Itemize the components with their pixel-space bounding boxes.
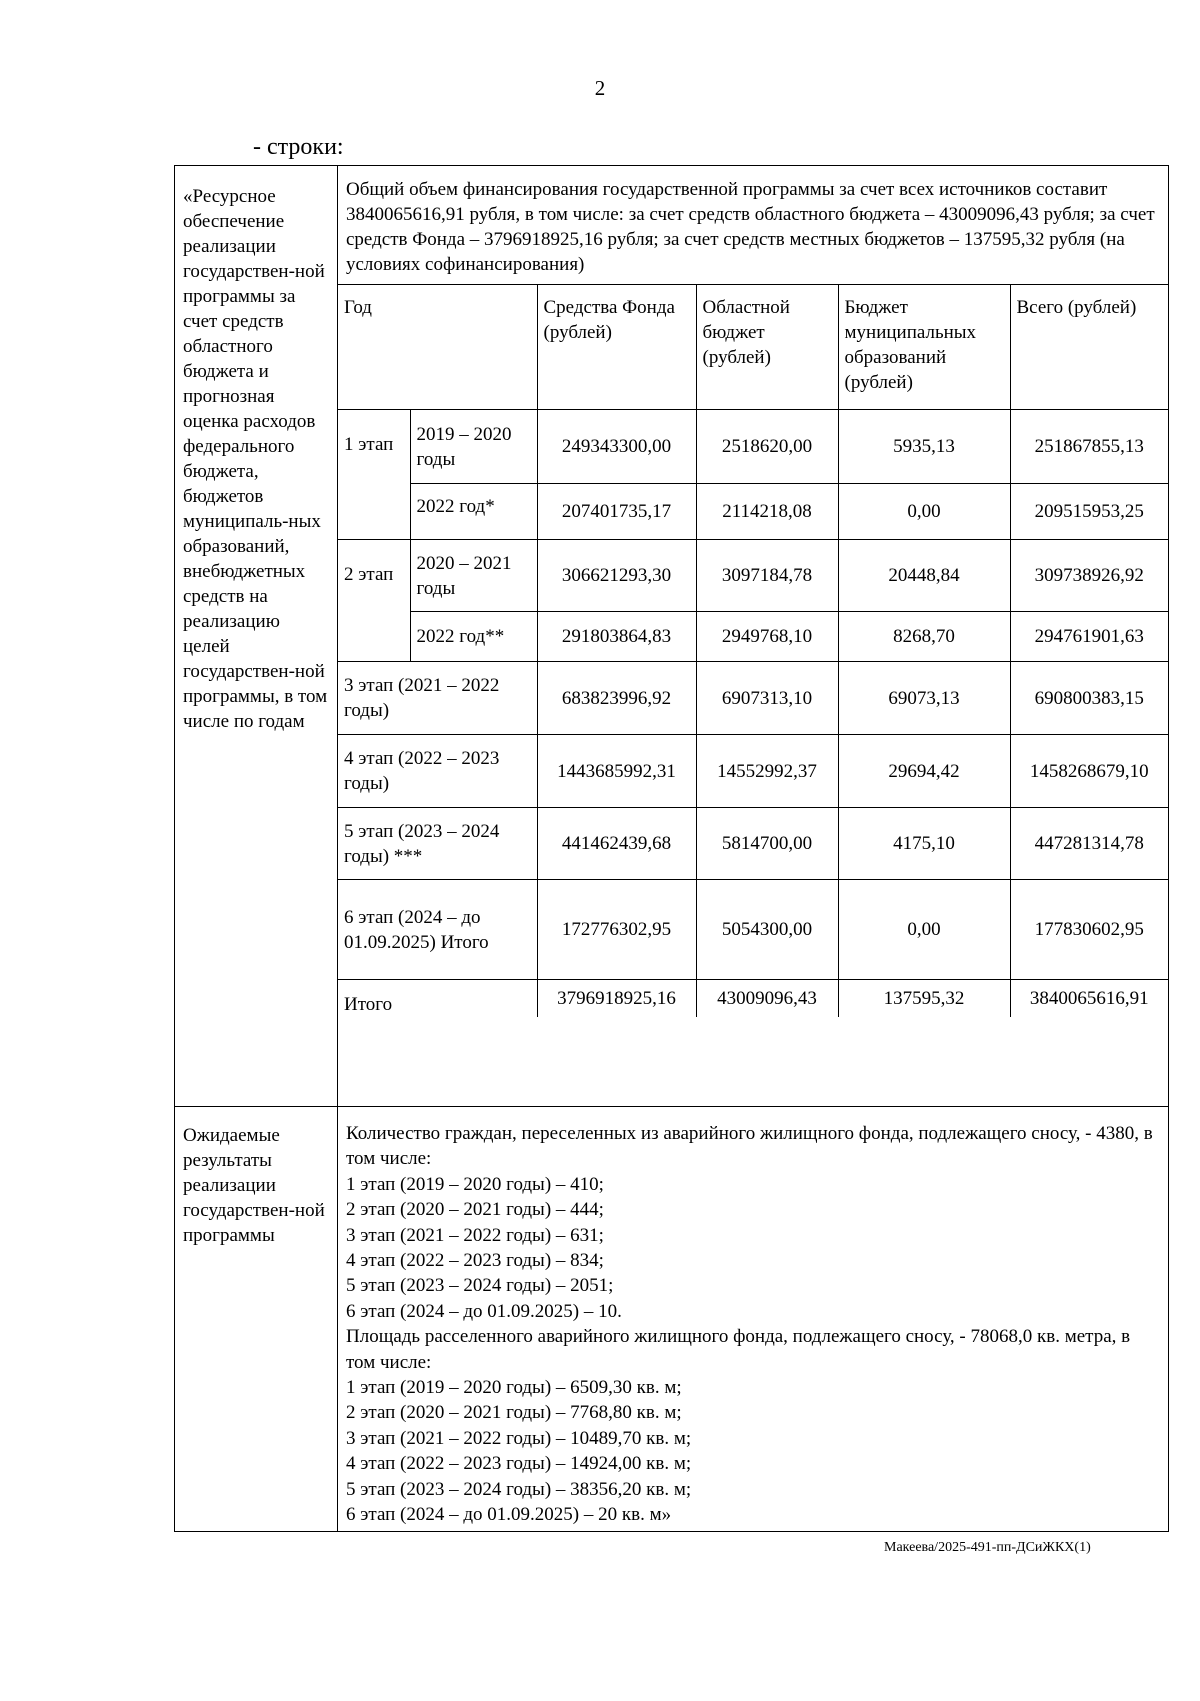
header-total: Всего (рублей) — [1010, 285, 1168, 410]
results-line: 4 этап (2022 – 2023 годы) – 14924,00 кв. м; — [346, 1453, 692, 1475]
fund-cell: 683823996,92 — [537, 662, 696, 735]
municipal-cell: 8268,70 — [838, 612, 1010, 662]
stage-label-cell: 6 этап (2024 – до 01.09.2025) Итого — [338, 880, 537, 980]
period-cell: 2022 год** — [410, 612, 537, 662]
resource-content — [338, 166, 1169, 1107]
header-regional: Областной бюджет (рублей) — [696, 285, 838, 410]
lines-label: - строки: — [253, 134, 344, 160]
table-row — [338, 484, 1168, 540]
header-fund: Средства Фонда (рублей) — [537, 285, 696, 410]
fund-cell: 249343300,00 — [537, 410, 696, 484]
fund-cell: 291803864,83 — [537, 612, 696, 662]
results-line: 5 этап (2023 – 2024 годы) – 2051; — [346, 1275, 614, 1297]
results-line: 1 этап (2019 – 2020 годы) – 6509,30 кв. м; — [346, 1377, 682, 1399]
results-line: Количество граждан, переселенных из аварийного жилищного фонда, подлежащего сносу, - 4380, в том числе: — [346, 1123, 1153, 1170]
regional-cell: 5814700,00 — [696, 808, 838, 880]
regional-cell: 6907313,10 — [696, 662, 838, 735]
results-line: 5 этап (2023 – 2024 годы) – 38356,20 кв. м; — [346, 1478, 692, 1500]
stage-cell: 1 этап — [338, 410, 410, 540]
results-line: 4 этап (2022 – 2023 годы) – 834; — [346, 1250, 604, 1272]
results-content — [338, 1107, 1169, 1532]
municipal-cell: 5935,13 — [838, 410, 1010, 484]
results-line: 2 этап (2020 – 2021 годы) – 444; — [346, 1199, 604, 1221]
results-line: 3 этап (2021 – 2022 годы) – 631; — [346, 1224, 604, 1246]
funding-summary: Общий объем финансирования государственной программы за счет всех источников составит 3840065616,91 рубля, в том числе: за счет средств областного бюджета – 43009096,43 рубля; за счет средств Фонда – 3796918925,16 рубля; за счет средств местных бюджетов – 137595,32 рубля (на условиях софинансирования) — [346, 179, 1155, 275]
results-line: 6 этап (2024 – до 01.09.2025) – 10. — [346, 1300, 622, 1322]
regional-cell: 14552992,37 — [696, 735, 838, 808]
funding-table — [338, 284, 1168, 1017]
regional-cell: 5054300,00 — [696, 880, 838, 980]
document-reference: Макеева/2025-491-пп-ДСиЖКХ(1) — [884, 1540, 1091, 1555]
regional-cell: 2518620,00 — [696, 410, 838, 484]
results-line: Площадь расселенного аварийного жилищного фонда, подлежащего сносу, - 78068,0 кв. метра, в том числе: — [346, 1326, 1131, 1373]
fund-cell: 306621293,30 — [537, 540, 696, 612]
regional-cell: 2114218,08 — [696, 484, 838, 540]
table-row — [338, 662, 1168, 735]
results-line: 6 этап (2024 – до 01.09.2025) – 20 кв. м» — [346, 1504, 672, 1526]
fund-cell: 172776302,95 — [537, 880, 696, 980]
total-cell: 209515953,25 — [1010, 484, 1168, 540]
regional-cell: 2949768,10 — [696, 612, 838, 662]
page-number: 2 — [594, 76, 606, 100]
results-line: 3 этап (2021 – 2022 годы) – 10489,70 кв. м; — [346, 1427, 692, 1449]
period-cell: 2019 – 2020 годы — [410, 410, 537, 484]
fund-cell: 441462439,68 — [537, 808, 696, 880]
table-row — [338, 540, 1168, 612]
municipal-cell: 4175,10 — [838, 808, 1010, 880]
header-year: Год — [338, 285, 537, 410]
table-row — [338, 410, 1168, 484]
table-row — [338, 880, 1168, 980]
total-cell: 177830602,95 — [1010, 880, 1168, 980]
funding-header-row — [338, 285, 1168, 410]
results-line: 2 этап (2020 – 2021 годы) – 7768,80 кв. м; — [346, 1402, 682, 1424]
total-label-cell: Итого — [338, 980, 537, 1018]
results-label: Ожидаемые результаты реализации государствен-ной программы — [175, 1107, 338, 1532]
results-line: 1 этап (2019 – 2020 годы) – 410; — [346, 1173, 604, 1195]
municipal-cell: 0,00 — [838, 880, 1010, 980]
fund-cell: 1443685992,31 — [537, 735, 696, 808]
total-cell: 1458268679,10 — [1010, 735, 1168, 808]
stage-label-cell: 4 этап (2022 – 2023 годы) — [338, 735, 537, 808]
stage-label-cell: 3 этап (2021 – 2022 годы) — [338, 662, 537, 735]
total-cell: 294761901,63 — [1010, 612, 1168, 662]
period-cell: 2020 – 2021 годы — [410, 540, 537, 612]
stage-label-cell: 5 этап (2023 – 2024 годы) *** — [338, 808, 537, 880]
table-row — [338, 612, 1168, 662]
table-row — [338, 735, 1168, 808]
municipal-cell: 69073,13 — [838, 662, 1010, 735]
results-row — [175, 1107, 1169, 1532]
regional-cell: 43009096,43 — [696, 980, 838, 1018]
period-cell: 2022 год* — [410, 484, 537, 540]
total-cell: 251867855,13 — [1010, 410, 1168, 484]
resource-label: «Ресурсное обеспечение реализации государствен-ной программы за счет средств областного бюджета и прогнозная оценка расходов федерального бюджета, бюджетов муниципаль-ных образований, внебюджетных средств на реализацию целей государствен-ной программы, в том числе по годам — [175, 166, 338, 1107]
municipal-cell: 137595,32 — [838, 980, 1010, 1018]
regional-cell: 3097184,78 — [696, 540, 838, 612]
total-cell: 690800383,15 — [1010, 662, 1168, 735]
header-municipal: Бюджет муниципальных образований (рублей) — [838, 285, 1010, 410]
municipal-cell: 20448,84 — [838, 540, 1010, 612]
municipal-cell: 0,00 — [838, 484, 1010, 540]
stage-cell: 2 этап — [338, 540, 410, 662]
total-row — [338, 980, 1168, 1018]
total-cell: 3840065616,91 — [1010, 980, 1168, 1018]
program-table — [174, 165, 1169, 1532]
total-cell: 309738926,92 — [1010, 540, 1168, 612]
total-cell: 447281314,78 — [1010, 808, 1168, 880]
table-row — [338, 808, 1168, 880]
fund-cell: 3796918925,16 — [537, 980, 696, 1018]
resource-row — [175, 166, 1169, 1107]
fund-cell: 207401735,17 — [537, 484, 696, 540]
municipal-cell: 29694,42 — [838, 735, 1010, 808]
